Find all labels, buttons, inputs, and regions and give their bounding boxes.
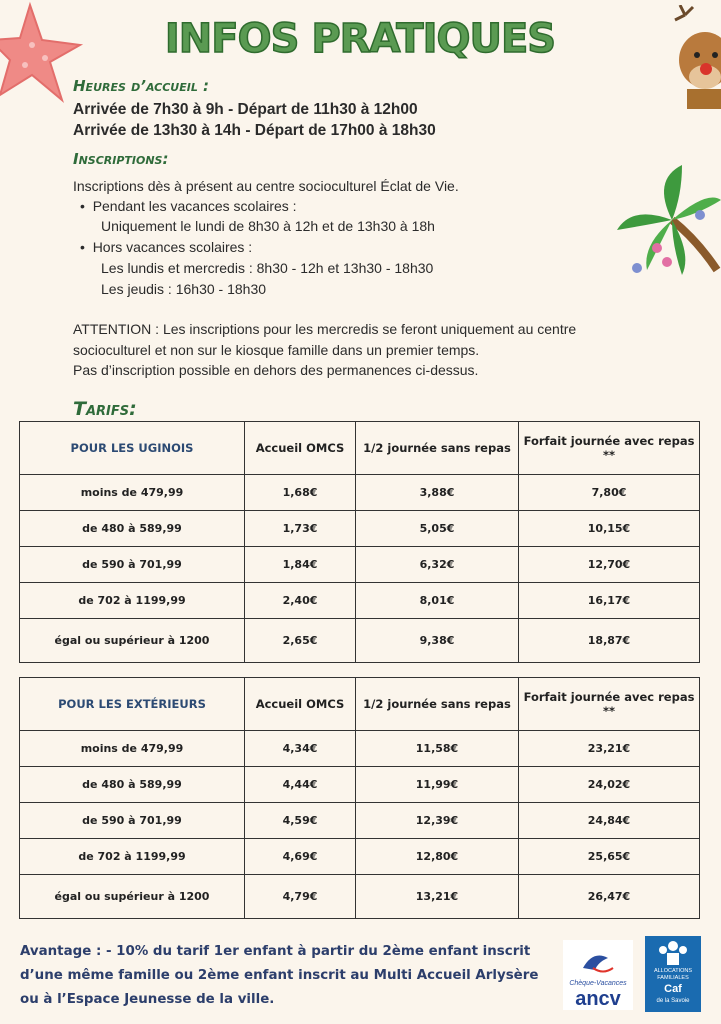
forfait-cell: 24,84€ [519,803,700,839]
income-bracket-cell: de 590 à 701,99 [20,547,245,583]
forfait-cell: 25,65€ [519,839,700,875]
table-header-exterieurs: POUR LES EXTÉRIEURS [20,678,245,731]
attention-line-1: ATTENTION : Les inscriptions pour les mercredis se feront uniquement au centre [73,321,577,337]
demi-journee-cell: 12,39€ [356,803,519,839]
accueil-cell: 4,69€ [245,839,356,875]
table-row [20,583,700,619]
income-bracket-cell: de 702 à 1199,99 [20,839,245,875]
forfait-cell: 12,70€ [519,547,700,583]
demi-journee-cell: 6,32€ [356,547,519,583]
table-row [20,511,700,547]
income-bracket-cell: égal ou supérieur à 1200 [20,875,245,919]
ancv-label: ancv [575,988,621,1010]
bullet-vacances: • Pendant les vacances scolaires : [80,198,297,214]
income-bracket-cell: moins de 479,99 [20,475,245,511]
inscriptions-heading: Inscriptions: [73,150,169,168]
hors-vacances-detail-2: Les jeudis : 16h30 - 18h30 [101,281,267,297]
demi-journee-cell: 8,01€ [356,583,519,619]
demi-journee-cell: 13,21€ [356,875,519,919]
demi-journee-cell: 3,88€ [356,475,519,511]
accueil-cell: 4,44€ [245,767,356,803]
col-accueil: Accueil OMCS [245,422,356,475]
demi-journee-cell: 12,80€ [356,839,519,875]
col-demi-journee: 1/2 journée sans repas [356,422,519,475]
attention-line-3: Pas d’inscription possible en dehors des permanences ci-dessus. [73,362,479,378]
income-bracket-cell: égal ou supérieur à 1200 [20,619,245,663]
income-bracket-cell: de 702 à 1199,99 [20,583,245,619]
accueil-cell: 4,79€ [245,875,356,919]
caf-line-1: ALLOCATIONS FAMILIALES [653,968,693,981]
accueil-cell: 1,84€ [245,547,356,583]
reindeer-icon [665,5,721,110]
bullet-hors-vacances: • Hors vacances scolaires : [80,239,253,255]
table-header-row [20,678,700,731]
forfait-cell: 7,80€ [519,475,700,511]
ancv-logo [563,940,633,1010]
table-header-uginois: POUR LES UGINOIS [20,422,245,475]
accueil-heading: Heures d’accueil : [73,77,210,95]
footer-avantage: Avantage : - 10% du tarif 1er enfant à partir du 2ème enfant inscrit d’une même famille ou 2ème enfant inscrit au Multi Accueil Arlysère ou à l’Espace Jeunesse de la ville. [20,944,539,1007]
table-row [20,803,700,839]
table-row [20,731,700,767]
bullet-vacances-label: Pendant les vacances scolaires : [92,198,297,214]
tarifs-heading: Tarifs: [73,398,137,420]
accueil-line-1: Arrivée de 7h30 à 9h - Départ de 11h30 à 12h00 [73,101,418,118]
attention-line-2: socioculturel et non sur le kiosque famille dans un premier temps. [73,342,480,358]
vacances-detail: Uniquement le lundi de 8h30 à 12h et de 13h30 à 18h [101,218,435,234]
tarifs-table-uginois [19,421,700,663]
demi-journee-cell: 11,58€ [356,731,519,767]
forfait-cell: 23,21€ [519,731,700,767]
accueil-cell: 2,40€ [245,583,356,619]
caf-logo [645,936,701,1012]
family-icon [645,936,701,970]
income-bracket-cell: de 480 à 589,99 [20,511,245,547]
demi-journee-cell: 5,05€ [356,511,519,547]
inscriptions-intro: Inscriptions dès à présent au centre socioculturel Éclat de Vie. [73,178,459,194]
forfait-cell: 18,87€ [519,619,700,663]
table-row [20,619,700,663]
demi-journee-cell: 9,38€ [356,619,519,663]
table-header-row [20,422,700,475]
hors-vacances-detail-1: Les lundis et mercredis : 8h30 - 12h et 13h30 - 18h30 [101,260,434,276]
accueil-cell: 1,68€ [245,475,356,511]
income-bracket-cell: moins de 479,99 [20,731,245,767]
forfait-cell: 16,17€ [519,583,700,619]
forfait-cell: 26,47€ [519,875,700,919]
col-accueil: Accueil OMCS [245,678,356,731]
palm-tree-icon [612,160,721,280]
forfait-cell: 10,15€ [519,511,700,547]
accueil-cell: 4,34€ [245,731,356,767]
table-row [20,475,700,511]
tarifs-table-exterieurs [19,677,700,919]
col-forfait: Forfait journée avec repas ** [519,678,700,731]
accueil-cell: 4,59€ [245,803,356,839]
table-row [20,767,700,803]
bullet-hors-vacances-label: Hors vacances scolaires : [92,239,253,255]
income-bracket-cell: de 590 à 701,99 [20,803,245,839]
accueil-cell: 2,65€ [245,619,356,663]
table-row [20,875,700,919]
caf-line-2: Caf [664,983,682,995]
table-row [20,547,700,583]
ancv-subtitle: Chèque-Vacances [569,980,627,987]
accueil-line-2: Arrivée de 13h30 à 14h - Départ de 17h00 à 18h30 [73,122,436,139]
caf-line-3: de la Savoie [656,998,690,1004]
demi-journee-cell: 11,99€ [356,767,519,803]
page-title: INFOS PRATIQUES [164,16,556,62]
income-bracket-cell: de 480 à 589,99 [20,767,245,803]
forfait-cell: 24,02€ [519,767,700,803]
col-forfait: Forfait journée avec repas ** [519,422,700,475]
table-row [20,839,700,875]
accueil-cell: 1,73€ [245,511,356,547]
col-demi-journee: 1/2 journée sans repas [356,678,519,731]
